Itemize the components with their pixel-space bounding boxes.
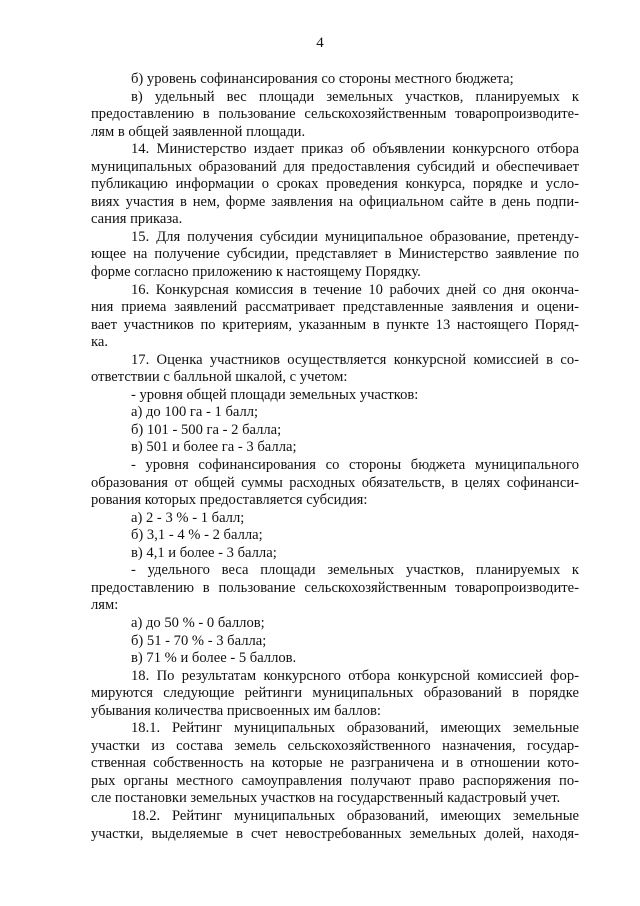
text-line: вает участников по критериям, указанным в пункте 13 настоящего Поряд- [91, 316, 579, 333]
text-line: - уровня софинансирования со стороны бюджета муниципального [131, 457, 579, 474]
text-line: виях участия в нем, форме заявления на официальном сайте в день подпи- [91, 193, 579, 210]
text-line: участки, выделяемые в счет невостребованных земельных долей, находя- [91, 825, 579, 842]
text-line: публикацию информации о сроках проведения конкурса, порядке и усло- [91, 176, 579, 193]
text-line: предоставлению в пользование сельскохозяйственным товаропроизводите- [91, 106, 579, 123]
text-line: 18.1. Рейтинг муниципальных образований, имеющих земельные [131, 720, 579, 737]
page-number: 4 [316, 35, 324, 51]
text-line: лям в общей заявленной площади. [91, 123, 306, 140]
text-line: образования от общей суммы расходных обязательств, в целях софинанси- [91, 474, 579, 491]
text-line: 18.2. Рейтинг муниципальных образований, имеющих земельные [131, 807, 579, 824]
text-line: ка. [91, 334, 108, 351]
text-line: б) 51 - 70 % - 3 балла; [131, 632, 267, 649]
text-line: ющее на получение субсидии, представляет в Министерство заявление по [91, 246, 579, 263]
text-line: б) уровень софинансирования со стороны местного бюджета; [131, 71, 514, 87]
text-line: мируются следующие рейтинги муниципальных образований в порядке [91, 685, 579, 702]
text-line: лям: [91, 597, 119, 614]
text-line: предоставлению в пользование сельскохозяйственным товаропроизводите- [91, 579, 579, 596]
text-line: 15. Для получения субсидии муниципальное образование, претенду- [131, 228, 579, 245]
text-line: 16. Конкурсная комиссия в течение 10 рабочих дней со дня оконча- [131, 281, 579, 298]
text-line: форме согласно приложению к настоящему Порядку. [91, 264, 421, 281]
text-line: рования которых предоставляется субсидия: [91, 492, 368, 509]
text-line: ния приема заявлений рассматривает представленные заявления и оцени- [91, 299, 579, 316]
text-line: - уровня общей площади земельных участков: [131, 386, 419, 403]
text-line: в) 501 и более га - 3 балла; [131, 439, 297, 456]
text-line: в) 4,1 и более - 3 балла; [131, 544, 277, 561]
text-line: а) до 100 га - 1 балл; [131, 404, 259, 421]
text-line: сания приказа. [91, 211, 183, 228]
text-line: а) 2 - 3 % - 1 балл; [131, 509, 245, 526]
text-line: 17. Оценка участников осуществляется конкурсной комиссией в со- [131, 351, 579, 368]
text-line: а) до 50 % - 0 баллов; [131, 614, 265, 631]
text-line: ственная собственность на которые не разграничена и в отношении кото- [91, 755, 579, 772]
text-line: ответствии с балльной шкалой, с учетом: [91, 369, 348, 386]
text-line: в) удельный вес площади земельных участков, планируемых к [131, 88, 579, 105]
text-line: в) 71 % и более - 5 баллов. [131, 650, 297, 667]
text-line: - удельного веса площади земельных участков, планируемых к [131, 562, 579, 579]
text-line: 18. По результатам конкурсного отбора конкурсной комиссией фор- [131, 667, 579, 684]
text-line: участки из состава земель сельскохозяйственного назначения, государ- [91, 737, 579, 754]
text-line: б) 3,1 - 4 % - 2 балла; [131, 527, 263, 544]
text-line: 14. Министерство издает приказ об объявлении конкурсного отбора [131, 141, 579, 158]
text-line: муниципальных образований для предоставления субсидий и обеспечивает [91, 158, 579, 175]
text-line: убывания количества присвоенных им баллов: [91, 702, 381, 719]
text-line: сле постановки земельных участков на государственный кадастровый учет. [91, 790, 561, 807]
text-line: б) 101 - 500 га - 2 балла; [131, 421, 282, 438]
document-body [91, 71, 579, 843]
text-line: рых органы местного самоуправления получают право распоряжения по- [91, 772, 579, 789]
